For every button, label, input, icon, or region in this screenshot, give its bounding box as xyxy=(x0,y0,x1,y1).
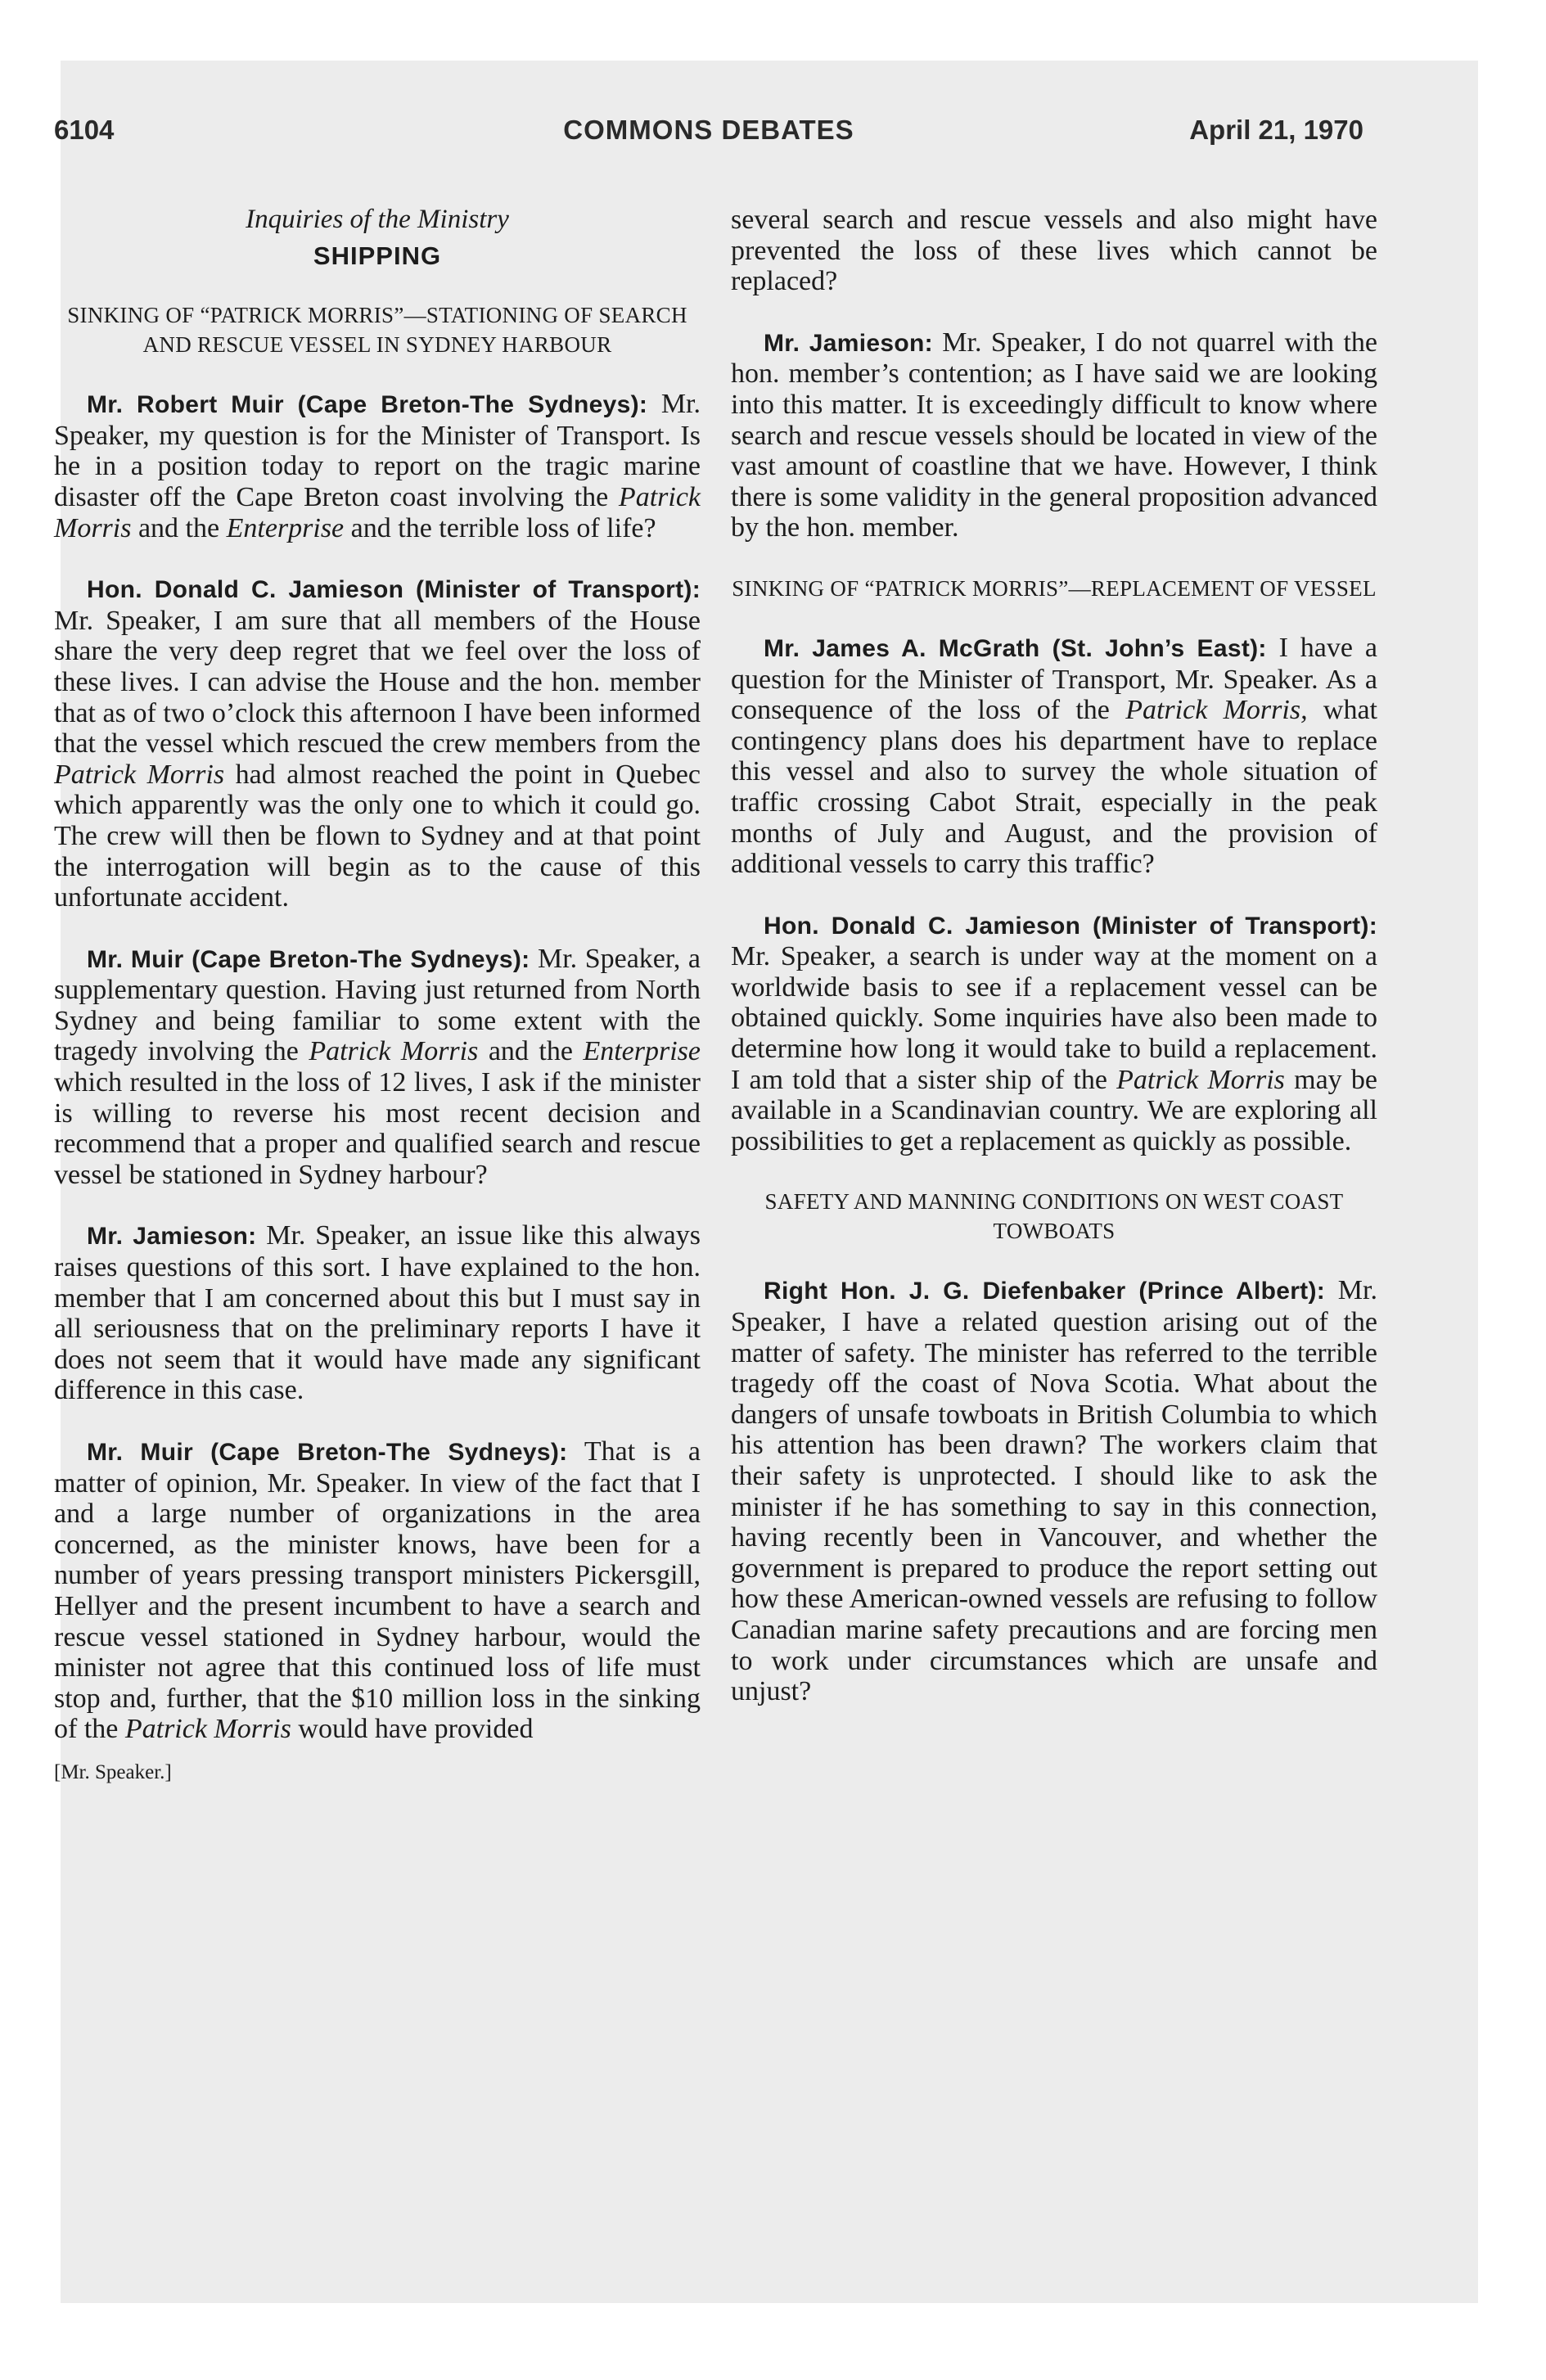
paragraph-text: which resulted in the loss of 12 lives, I ask if the minister is willing to reverse his most recent decision and recommend that a proper and qualified search and rescue vessel be stationed in Sydney harbour? xyxy=(54,1067,701,1190)
vessel-name: Patrick Morris, xyxy=(1125,695,1308,726)
right-column xyxy=(731,205,1377,1738)
speaker-name: Mr. Robert Muir (Cape Breton-The Sydneys): xyxy=(87,391,648,419)
paragraph-text: would have provided xyxy=(291,1714,534,1745)
section-heading: SHIPPING xyxy=(313,241,442,270)
paragraph xyxy=(54,389,701,543)
paragraph-text: Mr. Speaker, a search is under way at the moment on a worldwide basis to see if a replacement vessel can be obtained quickly. Some inquiries have also been made to determine how long it would take to build a replacement. I am told that a sister ship of the xyxy=(731,941,1377,1095)
paragraph xyxy=(54,944,701,1191)
page-date: April 21, 1970 xyxy=(1189,115,1363,145)
paragraph-text: Mr. Speaker, I do not quarrel with the hon. member’s contention; as I have said we are looking into this matter. It is exceedingly difficult to know where search and rescue vessels should be located in view of the vast amount of coastline that we have. However, I think there is some validity in the general proposition advanced by the hon. member. xyxy=(731,327,1377,543)
paragraph-text: had almost reached the point in Quebec which apparently was the only one to which it could go. The crew will then be flown to Sydney and at that point the interrogation will begin as to the cause of this unfortunate accident. xyxy=(54,759,701,913)
paragraph-text: I have a question for the Minister of Transport, Mr. Speaker. As a consequence of the loss of the xyxy=(731,632,1377,726)
left-column xyxy=(54,205,701,1788)
vessel-name: Patrick Morris xyxy=(309,1036,479,1067)
page-header xyxy=(54,115,1363,156)
paragraph xyxy=(54,1220,701,1406)
paragraph-text: Mr. Speaker, my question is for the Minister of Transport. Is he in a position today to report on the tragic marine disaster off the Cape Breton coast involving the xyxy=(54,389,701,512)
paragraph-text: and the xyxy=(131,512,227,543)
paragraph-text: and the xyxy=(478,1036,584,1067)
speaker-name: Mr. Jamieson: xyxy=(764,329,933,357)
speaker-name: Mr. Muir (Cape Breton-The Sydneys): xyxy=(87,1439,568,1466)
paragraph-text: Mr. Speaker, I have a related question arising out of the matter of safety. The minister has referred to the terrible tragedy off the coast of Nova Scotia. What about the dangers of unsafe towboats in British Columbia to which his attention has been drawn? The workers claim that their safety is unprotected. I should like to ask the minister if he has something to say in this connection, having recently been in Vancouver, and whether the government is prepared to produce the report setting out how these American-owned vessels are refusing to follow Canadian marine safety precautions and are forcing men to work under circumstances which are unsafe and unjust? xyxy=(731,1275,1377,1707)
paragraph-text: what contingency plans does his department have to replace this vessel and also to survey the whole situation of traffic crossing Cabot Strait, especially in the peak months of July and August, and the provision of additional vessels to carry this traffic? xyxy=(731,695,1377,880)
speaker-name: Mr. James A. McGrath (St. John’s East): xyxy=(764,634,1267,662)
paragraph-text: That is a matter of opinion, Mr. Speaker. In view of the fact that I and a large number of organizations in the area concerned, as the minister knows, have been for a number of years pressing transport ministers Pickersgill, Hellyer and the present incumbent to have a search and rescue vessel stationed in Sydney harbour, would the minister not agree that this continued loss of life must stop and, further, that the $10 million loss in the sinking of the xyxy=(54,1436,701,1745)
speaker-footer-note: [Mr. Speaker.] xyxy=(54,1760,172,1783)
speaker-name: Hon. Donald C. Jamieson (Minister of Transport): xyxy=(764,912,1377,940)
paragraph xyxy=(54,574,701,913)
rubric: Inquiries of the Ministry xyxy=(246,205,509,234)
vessel-name: Enterprise xyxy=(583,1036,701,1067)
paragraph-text: Mr. Speaker, I am sure that all members of the House share the very deep regret that we feel over the loss of these lives. I can advise the House and the hon. member that as of two o’clock this afternoon I have been informed that the vessel which rescued the crew members from the xyxy=(54,605,701,760)
paragraph xyxy=(731,910,1377,1157)
continuation-paragraph: several search and rescue vessels and also might have prevented the loss of these lives which cannot be replaced? xyxy=(731,205,1377,297)
vessel-name: Patrick Morris xyxy=(124,1714,291,1745)
paragraph-text: Mr. Speaker, a supplementary question. Having just returned from North Sydney and being familiar to some extent with the tragedy involving the xyxy=(54,943,701,1067)
speaker-name: Mr. Jamieson: xyxy=(87,1223,257,1251)
paragraph xyxy=(731,327,1377,543)
publication-title: COMMONS DEBATES xyxy=(563,115,854,145)
speaker-name: Mr. Muir (Cape Breton-The Sydneys): xyxy=(87,945,530,973)
paragraph-text: may be available in a Scandinavian country. We are exploring all possibilities to get a replacement as quickly as possible. xyxy=(731,1064,1377,1156)
paragraph-text: and the terrible loss of life? xyxy=(344,512,656,543)
paragraph xyxy=(731,633,1377,880)
subheading: SAFETY AND MANNING CONDITIONS ON WEST COAST TOWBOATS xyxy=(764,1189,1344,1244)
vessel-name: Patrick Morris xyxy=(54,759,225,790)
subheading: SINKING OF “PATRICK MORRIS”—STATIONING OF SEARCH AND RESCUE VESSEL IN SYDNEY HARBOUR xyxy=(67,303,687,358)
vessel-name: Enterprise xyxy=(226,512,345,543)
paragraph xyxy=(731,1275,1377,1706)
vessel-name: Patrick Morris xyxy=(54,481,701,543)
page-number: 6104 xyxy=(54,115,115,145)
paragraph-text: Mr. Speaker, an issue like this always raises questions of this sort. I have explained to the hon. member that I am concerned about this but I must say in all seriousness that on the preliminary reports I have it does not seem that it would have made any significant difference in this case. xyxy=(54,1220,701,1406)
speaker-name: Right Hon. J. G. Diefenbaker (Prince Albert): xyxy=(764,1278,1326,1305)
subheading: SINKING OF “PATRICK MORRIS”—REPLACEMENT OF VESSEL xyxy=(732,575,1377,601)
paragraph xyxy=(54,1436,701,1745)
speaker-name: Hon. Donald C. Jamieson (Minister of Transport): xyxy=(87,576,701,604)
vessel-name: Patrick Morris xyxy=(1116,1064,1285,1095)
